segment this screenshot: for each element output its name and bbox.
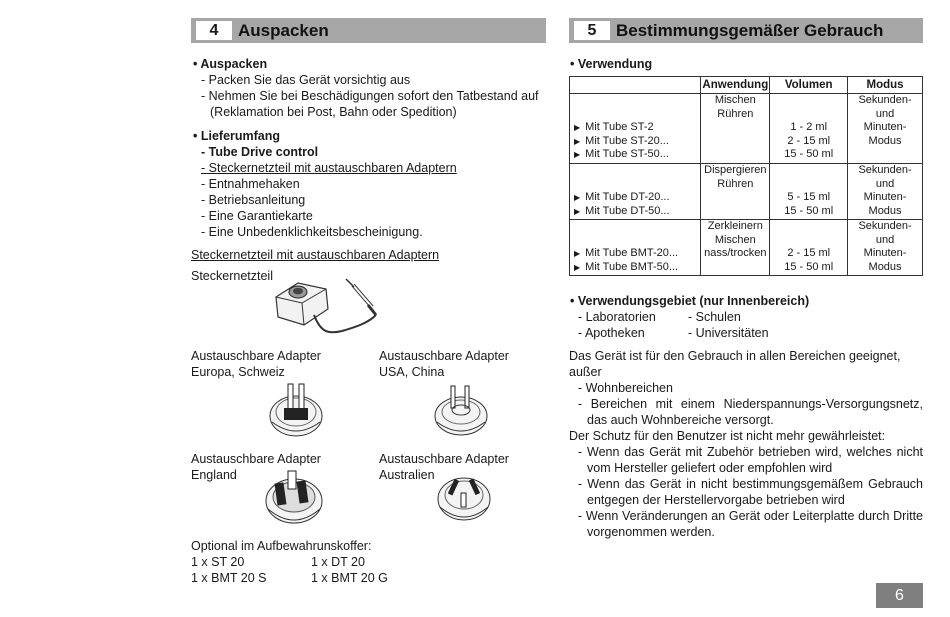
anwendung-cell bbox=[701, 220, 770, 276]
anwendung-cell bbox=[701, 164, 770, 220]
triangle-right-icon: ▶ bbox=[574, 136, 581, 146]
verwendung-heading: • Verwendung bbox=[570, 57, 653, 71]
column-header: Modus bbox=[848, 77, 923, 94]
list-item: - Eine Garantiekarte bbox=[201, 209, 313, 223]
paragraph: Der Schutz für den Benutzer ist nicht mehr gewährleistet: bbox=[569, 429, 886, 443]
gebiet-item: - Laboratorien bbox=[578, 310, 656, 324]
triangle-right-icon: ▶ bbox=[574, 123, 581, 132]
list-item: - Wenn das Gerät mit Zubehör betrieben wird, welches nicht vom Hersteller geliefert oder empfohlen wird bbox=[578, 445, 923, 475]
cell-line: Minuten- bbox=[863, 121, 907, 133]
section-4 bbox=[191, 18, 546, 43]
lieferumfang-heading: • Lieferumfang bbox=[193, 129, 281, 143]
optional-item: 1 x BMT 20 S bbox=[191, 571, 267, 585]
list-item: - Tube Drive control bbox=[201, 145, 319, 159]
tube-name: Mit Tube DT-20... bbox=[585, 191, 670, 203]
table-header-row bbox=[570, 77, 923, 94]
cell-line: Modus bbox=[868, 134, 902, 147]
cell-line: Sekunden- und bbox=[858, 220, 912, 246]
adapter-label-line: Austauschbare Adapter bbox=[191, 349, 321, 363]
cell-line: Mischen bbox=[714, 233, 756, 246]
section-title: Bestimmungsgemäßer Gebrauch bbox=[616, 20, 884, 40]
triangle-right-icon: ▶ bbox=[574, 193, 581, 202]
adapter-usa-illustration bbox=[431, 376, 491, 441]
volumen-cell bbox=[770, 220, 848, 276]
tube-cell bbox=[570, 220, 701, 276]
schutz-block bbox=[569, 428, 923, 540]
list-item: - Wenn das Gerät in nicht bestimmungsgemäßem Gebrauch entgegen der Herstellervorgabe betrieben wird bbox=[578, 477, 923, 507]
column-header: Anwendung bbox=[701, 77, 770, 94]
list-item: - Wenn Veränderungen an Gerät oder Leiterplatte durch Dritte vorgenommen werden. bbox=[578, 509, 923, 539]
list-item: - Betriebsanleitung bbox=[201, 193, 306, 207]
anwendung-cell bbox=[701, 94, 770, 164]
usage-table bbox=[569, 76, 923, 276]
page-number: 6 bbox=[876, 583, 923, 608]
cell-line: 1 - 2 ml bbox=[790, 121, 828, 133]
column-header bbox=[570, 77, 701, 94]
volumen-cell bbox=[770, 94, 848, 164]
table-row bbox=[570, 94, 923, 164]
triangle-right-icon: ▶ bbox=[574, 150, 581, 159]
modus-cell bbox=[848, 220, 923, 276]
section-header bbox=[569, 18, 923, 43]
geeignet-block bbox=[569, 348, 923, 428]
optional-item: 1 x ST 20 bbox=[191, 555, 245, 569]
adapter-label-line: Austauschbare Adapter bbox=[379, 452, 509, 466]
gebiet-item: - Universitäten bbox=[688, 326, 769, 340]
tube-name: Mit Tube DT-50... bbox=[585, 204, 670, 217]
list-item: - Bereichen mit einem Niederspannungs-Versorgungsnetz, das auch Wohnbereiche versorgt. bbox=[578, 397, 923, 427]
cell-line: 2 - 15 ml bbox=[787, 247, 831, 259]
adapter-england-illustration bbox=[262, 465, 326, 530]
steckernetzteil-label: Steckernetzteil bbox=[191, 269, 273, 283]
gebiet-item: - Schulen bbox=[688, 310, 741, 324]
auspacken-heading: • Auspacken bbox=[193, 57, 268, 71]
table-row bbox=[570, 164, 923, 220]
tube-name: Mit Tube ST-20... bbox=[585, 134, 669, 147]
tube-name: Mit Tube BMT-20... bbox=[585, 247, 679, 259]
cell-line: Sekunden- und bbox=[858, 164, 912, 190]
adapter-label-line: Austauschbare Adapter bbox=[191, 452, 321, 466]
column-header: Volumen bbox=[770, 77, 848, 94]
modus-cell bbox=[848, 164, 923, 220]
optional-heading: Optional im Aufbewahrunskoffer: bbox=[191, 539, 372, 553]
tube-name: Mit Tube BMT-50... bbox=[585, 260, 679, 273]
cell-line: Rühren bbox=[717, 177, 754, 190]
gebiet-heading: • Verwendungsgebiet (nur Innenbereich) bbox=[570, 294, 810, 308]
optional-item: 1 x BMT 20 G bbox=[311, 571, 388, 585]
cell-line: 2 - 15 ml bbox=[787, 134, 831, 147]
adapter-label-line: USA, China bbox=[379, 365, 445, 379]
volumen-cell bbox=[770, 164, 848, 220]
list-item: - Nehmen Sie bei Beschädigungen sofort den Tatbestand auf bbox=[201, 89, 539, 103]
cell-line: Dispergieren bbox=[704, 164, 767, 176]
cell-line: Mischen bbox=[714, 94, 756, 106]
tube-name: Mit Tube ST-50... bbox=[585, 148, 669, 160]
list-item: - Entnahmehaken bbox=[201, 177, 300, 191]
cell-line: Rühren bbox=[717, 107, 754, 120]
cell-line: Zerkleinern bbox=[707, 220, 763, 232]
adapter-australia-illustration bbox=[434, 465, 494, 527]
section-title: Auspacken bbox=[238, 20, 329, 40]
list-item: - Packen Sie das Gerät vorsichtig aus bbox=[201, 73, 411, 87]
cell-line: Minuten- bbox=[863, 191, 907, 203]
cell-line: nass/trocken bbox=[704, 247, 767, 259]
cell-line: 5 - 15 ml bbox=[787, 191, 831, 203]
section-header bbox=[191, 18, 546, 43]
adapter-europe-label bbox=[191, 348, 321, 380]
adapter-label-line: Australien bbox=[379, 468, 435, 482]
cell-line: 15 - 50 ml bbox=[784, 148, 834, 160]
cell-line: 15 - 50 ml bbox=[784, 260, 834, 273]
adapter-label-line: Europa, Schweiz bbox=[191, 365, 285, 379]
triangle-right-icon: ▶ bbox=[574, 206, 581, 216]
triangle-right-icon: ▶ bbox=[574, 262, 581, 272]
cell-line: Modus bbox=[868, 204, 902, 217]
section-number: 4 bbox=[196, 21, 232, 40]
adapter-europe-illustration bbox=[266, 378, 326, 443]
list-item: - Steckernetzteil mit austauschbaren Adaptern bbox=[201, 161, 457, 175]
list-item: (Reklamation bei Post, Bahn oder Spedition) bbox=[210, 105, 457, 119]
paragraph: Das Gerät ist für den Gebrauch in allen Bereichen geeignet, außer bbox=[569, 349, 901, 379]
cell-line: Minuten- bbox=[863, 247, 907, 259]
list-item: - Eine Unbedenklichkeitsbescheinigung. bbox=[201, 225, 423, 239]
adapter-heading: Steckernetzteil mit austauschbaren Adaptern bbox=[191, 248, 440, 262]
adapter-label-line: Austauschbare Adapter bbox=[379, 349, 509, 363]
cell-line: 15 - 50 ml bbox=[784, 204, 834, 217]
lieferumfang-list bbox=[201, 144, 546, 240]
gebiet-item: - Apotheken bbox=[578, 326, 645, 340]
list-item: - Wohnbereichen bbox=[578, 381, 673, 395]
section-number: 5 bbox=[574, 21, 610, 40]
adapter-label-line: England bbox=[191, 468, 237, 482]
cell-line: Sekunden- und bbox=[858, 94, 912, 120]
cell-line: Modus bbox=[868, 260, 902, 273]
optional-item: 1 x DT 20 bbox=[311, 555, 365, 569]
tube-cell bbox=[570, 94, 701, 164]
auspacken-list bbox=[201, 72, 546, 120]
table-row bbox=[570, 220, 923, 276]
tube-name: Mit Tube ST-2 bbox=[585, 121, 654, 133]
modus-cell bbox=[848, 94, 923, 164]
section-5 bbox=[569, 18, 923, 43]
triangle-right-icon: ▶ bbox=[574, 249, 581, 258]
tube-cell bbox=[570, 164, 701, 220]
power-supply-illustration bbox=[268, 275, 388, 343]
